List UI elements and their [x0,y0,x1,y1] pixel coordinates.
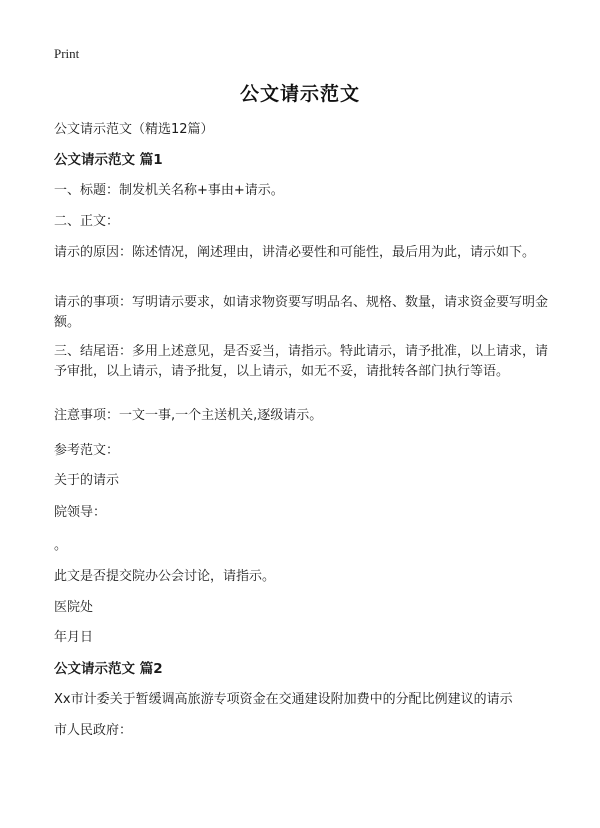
notes-line: 注意事项：一文一事,一个主送机关,逐级请示。 [54,408,323,423]
section-heading-1: 公文请示范文 篇1 [54,152,163,168]
request-reason-paragraph: 请示的原因：陈述情况，阐述理由，讲清必要性和可能性，最后用为此，请示如下。 [54,245,536,260]
section2-title-line: Xx市计委关于暂缓调高旅游专项资金在交通建设附加费中的分配比例建议的请示 [54,692,513,707]
closing-phrase-paragraph: 三、结尾语：多用上述意见，是否妥当，请指示。特此请示，请予批准，以上请求，请予审批，以上请示，请予批复，以上请示，如无不妥，请批转各部门执行等语。 [54,344,549,379]
page-title: 公文请示范文 [239,83,360,105]
reference-label: 参考范文： [54,443,120,458]
sample-title: 关于的请示 [54,473,120,488]
title-rule-item: 一、标题：制发机关名称+事由+请示。 [54,183,284,198]
submit-request-line: 此文是否提交院办公会讨论，请指示。 [54,569,276,584]
signature-office: 医院处 [54,600,94,615]
section-heading-2: 公文请示范文 篇2 [54,661,163,677]
signature-date: 年月日 [54,630,94,645]
request-matters-paragraph: 请示的事项：写明请示要求，如请求物资要写明品名、规格、数量，请求资金要写明金额。 [54,295,549,330]
placeholder-period: 。 [54,538,68,553]
subtitle: 公文请示范文（精选12篇） [54,122,214,137]
body-rule-item: 二、正文： [54,214,120,229]
section2-recipient: 市人民政府： [54,723,133,738]
salutation: 院领导： [54,505,107,520]
print-link[interactable]: Print [54,46,80,61]
